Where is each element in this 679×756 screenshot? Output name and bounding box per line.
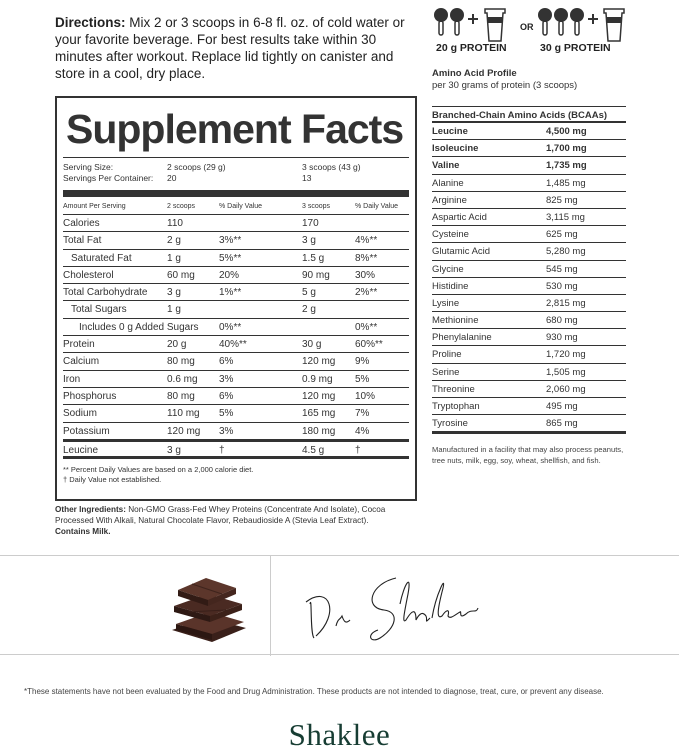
amount-2-scoops: 0.6 mg [167,373,198,385]
bcaa-label: Branched-Chain Amino Acids (BCAAs) [432,107,626,123]
amino-name: Leucine [432,126,468,137]
amino-name: Methionine [432,315,479,327]
directions-text [55,14,410,82]
servings-3-scoops: 13 [302,173,312,183]
amino-value: 1,485 mg [546,177,586,189]
amino-value: 1,700 mg [546,143,587,155]
band-divider [270,556,271,656]
amino-name: Phenylalanine [432,332,492,344]
dv-2-scoops: 6% [219,356,234,368]
facts-row [63,370,409,387]
amount-2-scoops: 3 g [167,444,181,456]
supplement-facts-title: Supplement Facts [66,106,404,152]
amount-3-scoops: 30 g [302,339,322,351]
amino-value: 1,505 mg [546,366,586,378]
amino-value: 930 mg [546,332,578,344]
amino-profile-subtitle: per 30 grams of protein (3 scoops) [432,80,578,91]
amount-3-scoops: 165 mg [302,408,336,420]
facts-row [63,266,409,283]
fda-disclaimer: *These statements have not been evaluated by the Food and Drug Administration. These products are not intended to diagnose, treat, cure, or prevent any disease. [24,687,604,696]
facts-row [63,318,409,335]
amino-value: 545 mg [546,263,578,275]
amount-3-scoops: 180 mg [302,425,336,437]
header-3-scoops: 3 scoops [302,203,331,210]
amount-3-scoops: 5 g [302,287,316,299]
allergen-statement: Contains Milk. [55,527,111,536]
dv-3-scoops: 10% [355,390,376,402]
facts-divider [63,157,409,158]
amino-name: Valine [432,160,460,172]
facts-row [63,387,409,404]
nutrient-name: Saturated Fat [71,252,132,264]
nutrient-name: Calories [63,218,100,229]
amino-row [432,243,626,260]
facts-row [63,214,409,231]
dv-3-scoops: 2%** [355,287,378,299]
amino-value: 825 mg [546,194,578,206]
ingredients-label: Other Ingredients: [55,505,126,514]
serving-size-label: Serving Size: [63,162,114,172]
amino-value: 1,735 mg [546,160,587,172]
scoop-or: OR [520,22,534,32]
amino-profile-header [432,68,577,92]
dv-2-scoops: † [219,444,225,456]
facts-thick-rule [63,190,409,197]
nutrient-name: Potassium [63,425,110,437]
dv-3-scoops: 5% [355,373,370,385]
amino-value: 1,720 mg [546,349,586,361]
nutrient-name: Total Fat [63,235,102,247]
supplement-facts-panel [55,96,417,501]
nutrient-name: Iron [63,373,81,385]
header-dv-2: % Daily Value [355,203,399,210]
amino-name: Cysteine [432,229,469,241]
amino-row [432,192,626,209]
amino-name: Aspartic Acid [432,211,487,223]
header-amount: Amount Per Serving [63,203,126,210]
amino-value: 530 mg [546,280,578,292]
facts-row [63,422,409,439]
amino-value: 680 mg [546,315,578,327]
amount-2-scoops: 20 g [167,339,187,351]
amount-2-scoops: 110 mg [167,408,200,420]
amino-name: Threonine [432,383,475,395]
facts-row [63,249,409,266]
amino-value: 2,815 mg [546,297,586,309]
nutrient-name: Cholesterol [63,269,114,281]
amino-row [432,278,626,295]
amount-2-scoops: 1 g [167,252,181,264]
dv-2-scoops: 1%** [219,287,242,299]
amino-value: 495 mg [546,401,578,412]
amount-3-scoops: 120 mg [302,390,336,402]
serving-info [63,162,409,188]
dv-3-scoops: 7% [355,408,370,420]
amino-row [432,398,626,415]
amino-row [432,346,626,363]
amount-2-scoops: 80 mg [167,390,195,402]
amount-2-scoops: 110 [167,218,183,229]
dv-2-scoops: 40%** [219,339,247,351]
amino-row [432,381,626,398]
amount-2-scoops: 3 g [167,287,181,299]
dv-3-scoops: 9% [355,356,370,368]
amino-name: Alanine [432,177,464,189]
header-2-scoops: 2 scoops [167,203,196,210]
amount-3-scoops: 170 [302,218,319,229]
amino-name: Proline [432,349,462,361]
amino-row [432,329,626,346]
amino-acid-table [432,106,626,434]
servings-per-container-label: Servings Per Container: [63,173,154,183]
amino-row [432,415,626,432]
amino-name: Tryptophan [432,401,480,412]
footnote-not-established: † Daily Value not established. [63,475,162,485]
amino-name: Isoleucine [432,143,479,155]
amino-name: Glycine [432,263,464,275]
dv-2-scoops: 20% [219,269,240,281]
facts-row [63,404,409,421]
amount-3-scoops: 2 g [302,304,316,316]
dv-3-scoops: 4%** [355,235,378,247]
serving-size-2-scoops: 2 scoops (29 g) [167,162,226,172]
facts-rows [63,214,409,456]
amino-profile-title: Amino Acid Profile [432,68,517,79]
directions-label: Directions: [55,15,126,30]
amino-row [432,157,626,174]
facts-row [63,352,409,369]
dv-2-scoops: 5%** [219,252,242,264]
amino-name: Tyrosine [432,418,468,430]
serving-size-3-scoops: 3 scoops (43 g) [302,162,361,172]
amino-row [432,209,626,226]
amount-2-scoops: 80 mg [167,356,195,368]
two-scoops-icon [432,4,512,44]
dv-2-scoops: 6% [219,390,234,402]
brand-band [0,555,679,655]
amount-2-scoops: 2 g [167,235,181,247]
amino-name: Glutamic Acid [432,246,491,258]
amino-value: 5,280 mg [546,246,586,258]
amount-2-scoops: 120 mg [167,425,201,437]
dv-2-scoops: 0%** [219,321,242,333]
other-ingredients [55,504,417,537]
amino-name: Serine [432,366,460,378]
amino-row [432,364,626,381]
amount-2-scoops: 1 g [167,304,181,316]
amount-3-scoops: 1.5 g [302,252,325,264]
amino-row [432,226,626,243]
dv-3-scoops: 60%** [355,339,383,351]
amino-rows [432,123,626,432]
directions-body: Mix 2 or 3 scoops in 6-8 fl. oz. of cold water or your favorite beverage. For best results take within 30 minutes after workout. Replace lid tightly on canister and store in a cool, dry place. [55,15,405,81]
facts-row [63,439,409,456]
amino-value: 2,060 mg [546,383,586,395]
amount-3-scoops: 0.9 mg [302,373,333,385]
dv-3-scoops: 30% [355,269,376,281]
amino-row [432,312,626,329]
dv-3-scoops: † [355,444,361,456]
dv-2-scoops: 5% [219,408,234,420]
nutrient-name: Sodium [63,408,97,420]
amino-row [432,123,626,140]
amino-value: 4,500 mg [546,126,587,137]
facts-footnotes [63,456,409,485]
three-scoops-icon [536,4,632,44]
facts-header-row [63,200,409,214]
dv-3-scoops: 8%** [355,252,378,264]
amino-value: 865 mg [546,418,578,430]
facts-row [63,283,409,300]
amount-3-scoops: 90 mg [302,269,330,281]
servings-2-scoops: 20 [167,173,177,183]
dv-2-scoops: 3%** [219,235,242,247]
amino-row [432,261,626,278]
scoop-option-3-label: 30 g PROTEIN [540,42,611,54]
scoop-guide [432,4,632,60]
amount-3-scoops: 4.5 g [302,444,325,456]
amino-value: 625 mg [546,229,578,241]
amino-row [432,140,626,157]
dv-2-scoops: 3% [219,425,234,437]
dv-2-scoops: 3% [219,373,234,385]
facts-row [63,231,409,248]
amino-row [432,295,626,312]
facts-row [63,335,409,352]
nutrient-name: Total Sugars [71,304,127,316]
nutrient-name: Phosphorus [63,390,117,402]
facts-row [63,300,409,317]
shaklee-logo: Shaklee [288,717,391,752]
signature-image [300,564,500,648]
amino-name: Lysine [432,297,460,309]
amount-2-scoops: 60 mg [167,269,195,281]
dv-3-scoops: 4% [355,425,370,437]
amino-value: 3,115 mg [546,211,585,223]
amino-name: Arginine [432,194,467,206]
chocolate-image [168,572,250,644]
footnote-daily-values: ** Percent Daily Values are based on a 2,000 calorie diet. [63,465,254,475]
nutrient-name: Protein [63,339,95,351]
amount-3-scoops: 120 mg [302,356,336,368]
nutrient-name: Total Carbohydrate [63,287,148,299]
nutrient-name: Includes 0 g Added Sugars [79,321,199,333]
amino-name: Histidine [432,280,469,292]
facility-statement: Manufactured in a facility that may also process peanuts, tree nuts, milk, egg, soy, wheat, shellfish, and fish. [432,445,624,465]
amino-row [432,175,626,192]
scoop-option-2-label: 20 g PROTEIN [436,42,507,54]
amount-3-scoops: 3 g [302,235,316,247]
ingredients-text: Non-GMO Grass-Fed Whey Proteins (Concentrate And Isolate), Cocoa Processed With Alkali, Natural Chocolate Flavor, Rebaudioside A (Stevia Leaf Extract). [55,505,386,525]
nutrient-name: Leucine [63,444,99,456]
nutrient-name: Calcium [63,356,100,368]
dv-3-scoops: 0%** [355,321,378,333]
header-dv-1: % Daily Value [219,203,263,210]
